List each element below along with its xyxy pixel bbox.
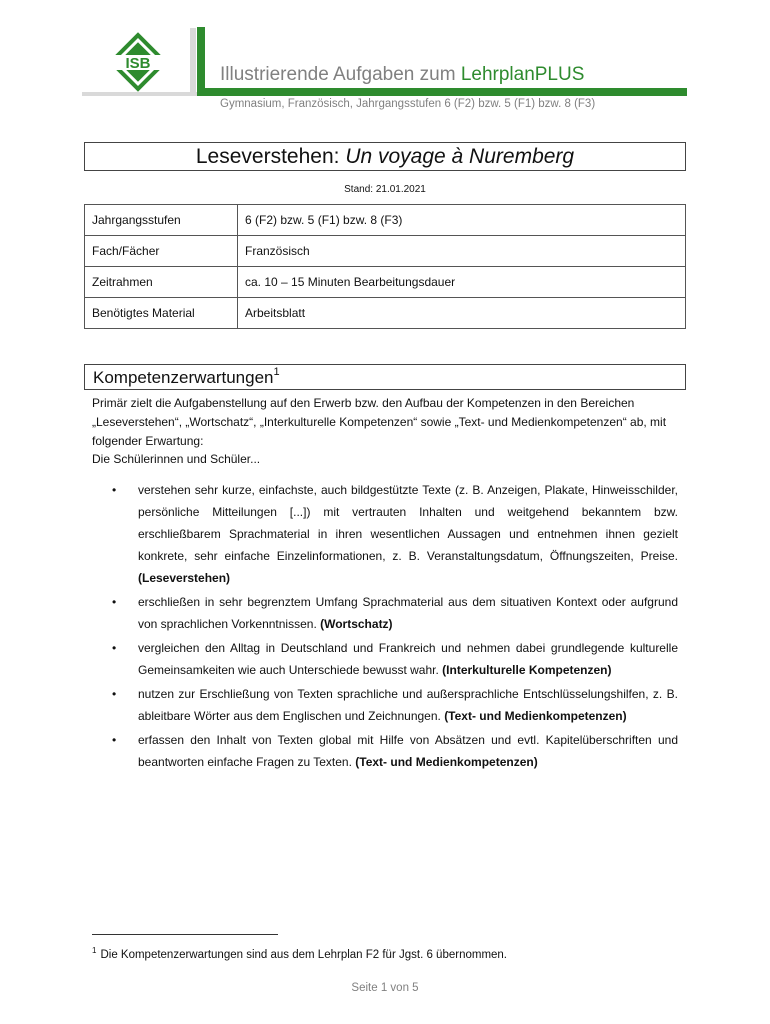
bullet-icon: • [112, 641, 117, 655]
table-key: Fach/Fächer [85, 236, 238, 267]
table-key: Benötigtes Material [85, 298, 238, 329]
list-item [112, 729, 678, 773]
bullet-icon: • [112, 687, 117, 701]
footnote-text: Die Kompetenzerwartungen sind aus dem Lehrplan F2 für Jgst. 6 übernommen. [100, 948, 508, 961]
table-row [85, 205, 686, 236]
list-item [112, 637, 678, 681]
document-title-italic: Un voyage à Nuremberg [345, 145, 575, 168]
table-value: Arbeitsblatt [238, 298, 686, 329]
table-value: 6 (F2) bzw. 5 (F1) bzw. 8 (F3) [238, 205, 686, 236]
footnote [92, 946, 507, 961]
table-row [85, 298, 686, 329]
header-title [220, 64, 584, 86]
table-row [85, 236, 686, 267]
header-grey-bar [190, 28, 196, 92]
competencies-heading-text: Kompetenzerwartungen [93, 368, 274, 387]
table-row [85, 267, 686, 298]
competencies-list [112, 479, 678, 775]
competencies-intro-students: Die Schülerinnen und Schüler... [92, 452, 261, 466]
list-item-category: (Text- und Medienkompetenzen) [355, 755, 538, 769]
competencies-intro: Primär zielt die Aufgabenstellung auf den Erwerb bzw. den Aufbau der Kompetenzen in den Bereichen „Leseverstehen“, „Wortschatz“, „Interkulturelle Kompetenzen“ sowie „Text- und Medienkompetenzen“ ab, mit folgender Erwartung: [92, 396, 667, 448]
isb-logo-graphic [82, 28, 194, 96]
table-key: Zeitrahmen [85, 267, 238, 298]
header-green-horizontal-bar [197, 88, 687, 96]
list-item-text: verstehen sehr kurze, einfachste, auch bildgestützte Texte (z. B. Anzeigen, Plakate, Hinweisschilder, persönliche Mitteilungen [...]) mit vertrauten Inhalten und weitgehend bekanntem bzw. erschließbarem Sprachmaterial in ihren wesentlichen Aussagen und entnehmen ihnen gezielt konkrete, sehr einfache Einzelinformationen, z. B. Veranstaltungsdatum, Öffnungszeiten, Preise. [138, 483, 678, 563]
table-key: Jahrgangsstufen [85, 205, 238, 236]
header-grey-line [82, 92, 197, 96]
list-item [112, 683, 678, 727]
footnote-divider [92, 934, 278, 935]
competencies-heading [84, 364, 686, 390]
table-value: ca. 10 – 15 Minuten Bearbeitungsdauer [238, 267, 686, 298]
document-title [84, 142, 686, 171]
isb-logo [82, 28, 194, 96]
bullet-icon: • [112, 733, 117, 747]
list-item-category: (Text- und Medienkompetenzen) [444, 709, 627, 723]
header-title-prefix: Illustrierende Aufgaben zum [220, 64, 461, 85]
list-item-category: (Interkulturelle Kompetenzen) [442, 663, 612, 677]
table-value: Französisch [238, 236, 686, 267]
header-title-accent: LehrplanPLUS [460, 64, 585, 85]
list-item-text: erfassen den Inhalt von Texten global mit Hilfe von Absätzen und evtl. Kapitelüberschriften und beantworten einfache Fragen zu Texten. [138, 733, 678, 769]
info-table [84, 204, 686, 329]
list-item-category: (Wortschatz) [320, 617, 393, 631]
footnote-reference[interactable]: 1 [273, 366, 280, 378]
header-green-vertical-bar [197, 27, 205, 95]
list-item [112, 591, 678, 635]
stand-date: Stand: 21.01.2021 [344, 184, 426, 195]
footnote-number: 1 [92, 946, 97, 955]
list-item-category: (Leseverstehen) [138, 571, 231, 585]
list-item-text: erschließen in sehr begrenztem Umfang Sprachmaterial aus dem situativen Kontext oder aufgrund von sprachlichen Vorkenntnissen. [138, 595, 678, 631]
list-item [112, 479, 678, 589]
list-item-text: nutzen zur Erschließung von Texten sprachliche und außersprachliche Entschlüsselungshilfen, z. B. ableitbare Wörter aus dem Englischen und Zeichnungen. [138, 687, 678, 723]
bullet-icon: • [112, 483, 117, 497]
list-item-text: vergleichen den Alltag in Deutschland und Frankreich und nehmen dabei grundlegende kulturelle Gemeinsamkeiten wie auch Unterschiede bewusst wahr. [138, 641, 678, 677]
page-number: Seite 1 von 5 [351, 982, 419, 994]
header-subtitle: Gymnasium, Französisch, Jahrgangsstufen 6 (F2) bzw. 5 (F1) bzw. 8 (F3) [220, 98, 596, 110]
bullet-icon: • [112, 595, 117, 609]
isb-logo-text: ISB [125, 55, 151, 72]
document-title-plain: Leseverstehen: [195, 145, 346, 168]
